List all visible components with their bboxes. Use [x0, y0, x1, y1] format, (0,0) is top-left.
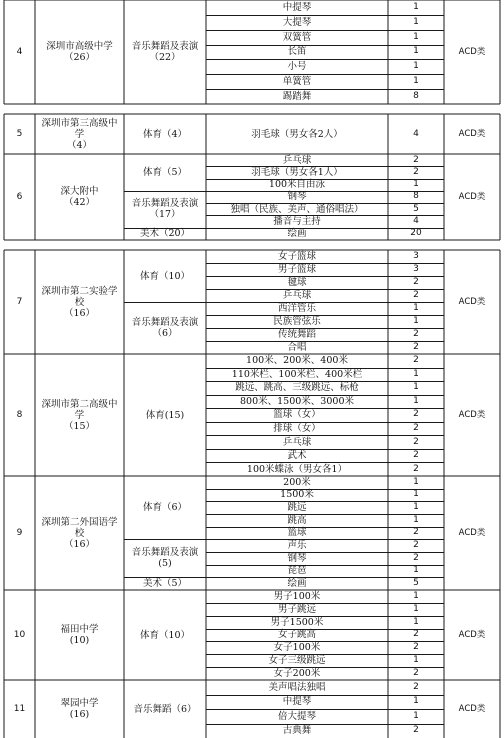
- category-cell: 音乐舞蹈及表演 (5): [131, 547, 199, 570]
- category-cell: 体育（10）: [139, 270, 191, 282]
- item-name: 110米栏、100米栏、400米栏: [231, 368, 363, 380]
- item-count: 1: [413, 603, 419, 614]
- item-name: 羽毛球（男女各2人）: [251, 128, 343, 140]
- item-count: 2: [413, 277, 419, 287]
- item-name: 小号: [287, 61, 307, 73]
- item-count: 5: [413, 203, 419, 214]
- item-count: 2: [413, 642, 419, 653]
- item-name: 女子三级跳远: [268, 655, 326, 667]
- school-name: 深圳市高级中学 （26）: [46, 41, 113, 63]
- item-name: 女子跳高: [277, 629, 316, 641]
- item-name: 篮球（女）: [273, 409, 321, 421]
- item-count: 1: [413, 16, 419, 27]
- type-cell: ACD类: [458, 629, 486, 640]
- row-number: 11: [13, 703, 26, 714]
- item-count: 1: [413, 616, 419, 627]
- item-name: 钢琴: [287, 191, 307, 203]
- item-count: 4: [413, 128, 419, 139]
- item-name: 乒乓球: [282, 290, 312, 301]
- item-count: 1: [413, 710, 419, 721]
- item-count: 2: [413, 527, 419, 538]
- item-name: 男子100米: [273, 590, 321, 602]
- item-name: 倍大提琴: [277, 710, 316, 722]
- item-name: 大提琴: [282, 16, 312, 28]
- item-name: 100米蝶泳（男女各1）: [246, 463, 348, 475]
- item-name: 踢踏舞: [282, 91, 312, 103]
- item-name: 双簧管: [282, 31, 312, 43]
- item-name: 女子100米: [273, 642, 321, 654]
- school-name: 深圳第二外国语学 校 （16）: [41, 516, 118, 550]
- item-count: 2: [413, 552, 419, 563]
- item-name: 100米自由泳: [268, 179, 326, 191]
- item-count: 1: [413, 655, 419, 666]
- item-name: 中提琴: [282, 696, 312, 708]
- item-name: 声乐: [287, 540, 307, 552]
- item-count: 2: [413, 436, 419, 447]
- item-name: 女子200米: [273, 668, 321, 680]
- item-name: 男子篮球: [277, 264, 316, 275]
- item-count: 1: [413, 489, 419, 500]
- item-name: 100米、200米、400米: [246, 355, 348, 367]
- item-count: 1: [413, 565, 419, 576]
- row-number: 7: [16, 296, 23, 307]
- item-count: 4: [413, 216, 419, 227]
- item-name: 中提琴: [282, 1, 312, 13]
- row-number: 9: [16, 527, 23, 538]
- item-name: 羽毛球（男女各1人）: [251, 166, 343, 178]
- item-count: 2: [413, 154, 419, 165]
- item-count: 1: [413, 1, 419, 12]
- item-name: 西洋管乐: [277, 303, 316, 314]
- item-count: 1: [413, 316, 419, 326]
- school-name: 深圳市第二实验学 校 （16）: [41, 285, 118, 319]
- item-count: 2: [413, 423, 419, 434]
- row-number: 4: [16, 46, 23, 57]
- item-count: 2: [413, 329, 419, 339]
- item-count: 2: [413, 668, 419, 679]
- item-count: 2: [413, 463, 419, 474]
- item-count: 1: [413, 476, 419, 487]
- item-name: 男子1500米: [270, 616, 324, 628]
- item-name: 绘画: [287, 228, 307, 240]
- item-count: 1: [413, 382, 419, 393]
- school-name: 福田中学 (10): [60, 624, 99, 646]
- type-cell: ACD类: [458, 191, 486, 202]
- item-name: 1500米: [280, 489, 314, 501]
- item-count: 3: [413, 251, 419, 261]
- item-count: 2: [413, 450, 419, 461]
- item-name: 美声唱法独唱: [268, 681, 326, 693]
- item-count: 8: [413, 91, 419, 102]
- item-count: 20: [410, 228, 422, 239]
- item-count: 1: [413, 61, 419, 72]
- school-name: 深大附中 （42）: [60, 186, 99, 208]
- item-name: 绘画: [287, 578, 307, 590]
- item-count: 1: [413, 179, 419, 190]
- row-number: 6: [16, 191, 23, 202]
- category-cell: 体育（6）: [142, 502, 188, 514]
- type-cell: ACD类: [458, 128, 486, 139]
- item-count: 2: [413, 290, 419, 300]
- category-cell: 音乐舞蹈及表演 （17）: [131, 198, 199, 221]
- item-count: 1: [413, 395, 419, 406]
- item-name: 钢琴: [287, 552, 307, 564]
- item-count: 2: [413, 629, 419, 640]
- item-name: 乒乓球: [282, 436, 312, 448]
- item-count: 1: [413, 303, 419, 313]
- item-count: 1: [413, 514, 419, 525]
- item-count: 2: [413, 725, 419, 736]
- item-count: 1: [413, 46, 419, 57]
- category-cell: 体育(15): [145, 409, 185, 421]
- type-cell: ACD类: [458, 527, 486, 538]
- item-count: 2: [413, 166, 419, 177]
- item-count: 8: [413, 191, 419, 202]
- item-name: 民族管弦乐: [273, 316, 321, 327]
- item-name: 跳远: [287, 502, 307, 514]
- category-cell: 体育（10）: [139, 629, 191, 641]
- item-name: 古典舞: [282, 725, 312, 737]
- item-count: 1: [413, 696, 419, 707]
- item-count: 5: [413, 578, 419, 589]
- row-number: 5: [16, 128, 23, 139]
- type-cell: ACD类: [458, 46, 486, 57]
- item-name: 男子跳远: [277, 603, 316, 615]
- category-cell: 音乐舞蹈及表演 （6）: [131, 317, 199, 339]
- item-count: 2: [413, 355, 419, 366]
- item-name: 篮球: [287, 527, 307, 539]
- type-cell: ACD类: [458, 703, 486, 714]
- item-name: 独唱（民族、美声、通俗唱法）: [230, 203, 364, 215]
- type-cell: ACD类: [458, 296, 486, 307]
- item-count: 1: [413, 31, 419, 42]
- category-cell: 音乐舞蹈及表演 （22）: [131, 41, 199, 63]
- school-name: 深圳市第二高级中 学 （15）: [41, 398, 118, 432]
- item-name: 合唱: [287, 342, 307, 353]
- item-count: 2: [413, 409, 419, 420]
- item-count: 2: [413, 681, 419, 692]
- item-name: 传统舞蹈: [277, 329, 316, 340]
- category-cell: 美术（20）: [139, 228, 191, 240]
- item-count: 2: [413, 540, 419, 551]
- item-name: 毽球: [287, 277, 307, 288]
- item-name: 琵琶: [287, 565, 307, 577]
- item-name: 单簧管: [282, 76, 312, 88]
- item-name: 武术: [287, 450, 307, 462]
- item-count: 1: [413, 590, 419, 601]
- item-count: 1: [413, 502, 419, 513]
- item-name: 排球（女）: [273, 423, 321, 435]
- row-number: 10: [13, 629, 26, 640]
- row-number: 8: [16, 409, 23, 420]
- school-name: 深圳市第三高级中 学 （4）: [41, 117, 118, 151]
- category-cell: 美术（5）: [142, 578, 188, 590]
- item-count: 1: [413, 76, 419, 87]
- item-name: 跳远、跳高、三级跳远、标枪: [235, 382, 359, 394]
- item-name: 播音与主持: [273, 216, 321, 228]
- item-name: 长笛: [287, 46, 307, 58]
- item-count: 3: [413, 264, 419, 274]
- item-name: 乒乓球: [282, 154, 312, 166]
- item-name: 200米: [283, 476, 311, 488]
- category-cell: 音乐舞蹈（6）: [133, 703, 197, 715]
- item-name: 跳高: [287, 514, 307, 526]
- category-cell: 体育（4）: [142, 128, 188, 140]
- item-count: 1: [413, 368, 419, 379]
- type-cell: ACD类: [458, 409, 486, 420]
- item-name: 女子篮球: [277, 251, 316, 262]
- school-name: 翠园中学 (16): [60, 698, 99, 720]
- item-count: 2: [413, 342, 419, 352]
- category-cell: 体育（5）: [142, 166, 188, 178]
- item-name: 800米、1500米、3000米: [240, 395, 354, 407]
